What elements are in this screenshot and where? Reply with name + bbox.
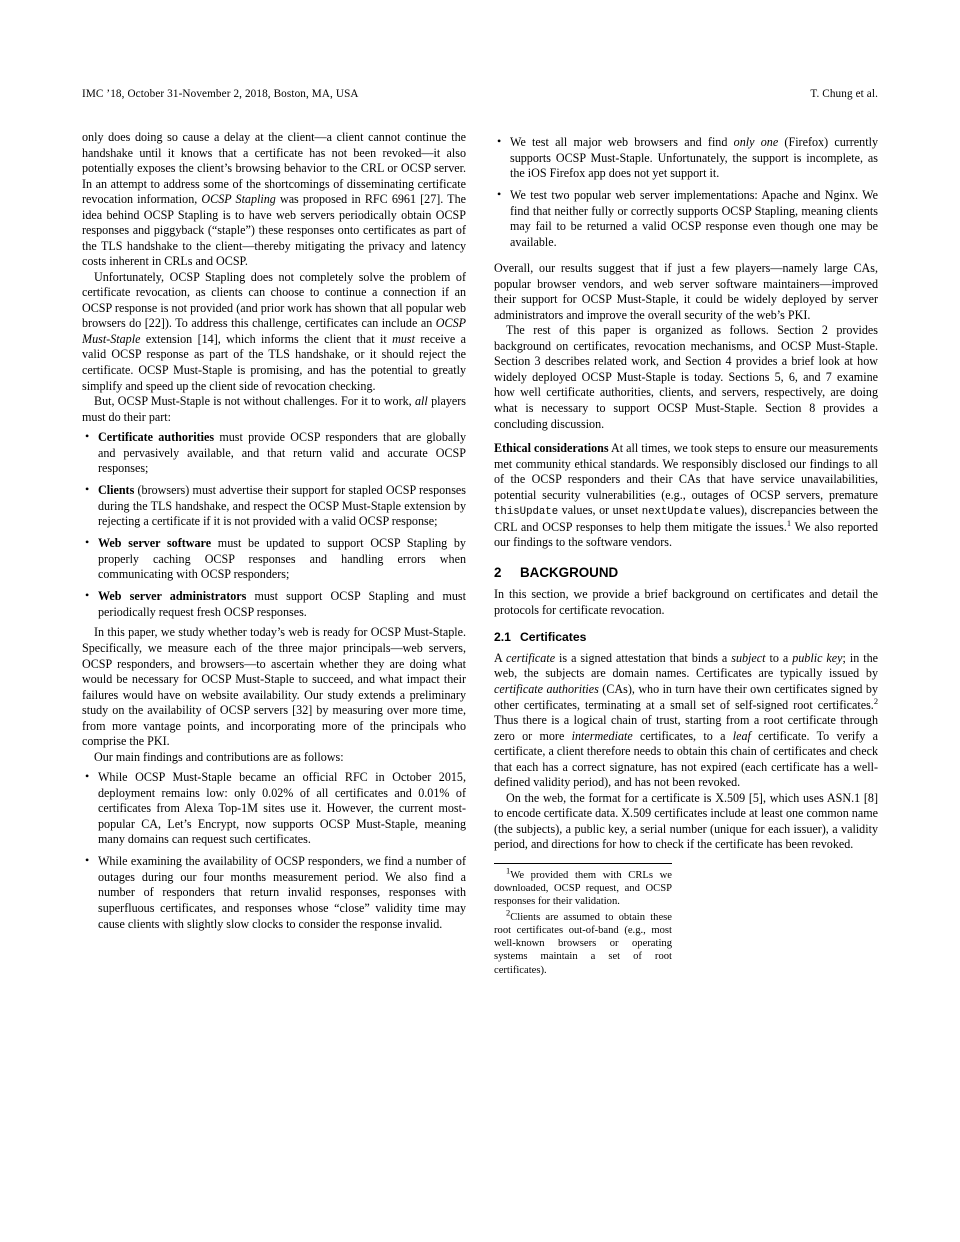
- bullet-lead: Certificate authorities: [98, 430, 215, 445]
- footnote-2: [494, 908, 672, 977]
- list-item: [82, 589, 466, 620]
- subsection-number: 2.1: [494, 630, 511, 645]
- term-public-key: public key: [792, 650, 843, 665]
- list-item: [82, 536, 466, 583]
- subsection-heading-certificates: [494, 630, 878, 646]
- section-title: BACKGROUND: [520, 565, 619, 580]
- list-item: [82, 483, 466, 530]
- bullet-text: must be updated to support OCSP Stapling by properly caching OCSP responses and handling errors when communicating with OCSP responders;: [98, 536, 466, 582]
- footnote-1: [494, 866, 672, 909]
- text-h: certificate. To verify a certificate, a client therefore needs to obtain this chain of certificates and check that each has a correct signature, has not expired (each certificate has a well-defined validity period), and has not been revoked.: [494, 728, 878, 790]
- bullet-text-italic: only one: [733, 135, 779, 149]
- right-column: [494, 130, 878, 1182]
- paragraph-overall: Overall, our results suggest that if just a few players—namely large CAs, popular browser vendors, and web server software maintainers—improved their support for OCSP Must-Staple, it could be widely deployed by server administrators and improve the overall security of the web’s PKI.: [494, 261, 878, 322]
- paragraph-ethical: [494, 441, 878, 551]
- bullet-text-pre: We test two popular web server implementations: Apache and Nginx. We find that neither fully or correctly supports OCSP Stapling, meaning clients may fail to be returned a valid OCSP response even though one may be available.: [510, 188, 878, 249]
- paragraph-but: But, OCSP Must-Staple is not without challenges. For it to work, all players must do their part:: [82, 394, 466, 424]
- bullet-list-players: [82, 430, 466, 620]
- ethical-mono-1: thisUpdate: [494, 506, 559, 519]
- term-leaf: leaf: [732, 728, 751, 743]
- two-column-body: [82, 130, 878, 1182]
- ethical-lead: Ethical considerations: [494, 441, 609, 456]
- list-item: [494, 188, 878, 250]
- list-item: • While examining the availability of OCSP responders, we find a number of outages during our four months measurement period. We also find a number of responders that return invalid responses, responses with superfluous certificates, and responses whose “close” validity time may cause clients with slightly slow clocks to consider the response invalid.: [82, 854, 466, 932]
- emphasis-must: must: [392, 331, 415, 346]
- term-certificate-authorities: certificate authorities: [494, 682, 599, 697]
- left-column: [82, 130, 466, 1182]
- page-header: [82, 88, 878, 100]
- paragraph-background-intro: In this section, we provide a brief background on certificates and detail the protocols for certificate revocation.: [494, 587, 878, 617]
- list-item: [82, 430, 466, 477]
- paragraph-organization: The rest of this paper is organized as follows. Section 2 provides background on certificates, revocation mechanisms, and OCSP Must-Staple. Section 3 describes related work, and Section 4 provides a brief look at how widely deployed OCSP Must-Staple is today. Sections 5, 6, and 7 examine how well certificate authorities, clients, and servers, respectively, are doing what is necessary to support OCSP Must-Staple. Section 8 provides a concluding discussion.: [494, 323, 878, 431]
- term-certificate: certificate: [506, 650, 556, 665]
- bullet-text: must provide OCSP responders that are globally and pervasively available, and that return valid and accurate OCSP responses;: [98, 430, 467, 476]
- footnotes-block: [494, 863, 672, 977]
- ethical-text-2: values, or unset: [558, 503, 642, 518]
- footnote-2-text: Clients are assumed to obtain these root certificates out-of-band (e.g., most well-known browsers or operating systems maintain a set of root certificates).: [494, 911, 672, 976]
- paragraph-certificate-definition: [494, 651, 878, 791]
- emphasis-all: all: [415, 394, 428, 409]
- paragraph-unfortunately: Unfortunately, OCSP Stapling does not completely solve the problem of certificate revocation, as clients can choose to continue a connection if an OCSP response is not provided (and prior work has shown that all popular web browsers do [22]). To address this challenge, certificates can include an OCSP Must-Staple extension [14], which informs the client that it must receive a valid OCSP response as part of the TLS handshake, or it should reject the certificate. OCSP Must-Staple is promising, and has the potential to greatly simplify and speed up the client side of revocation checking.: [82, 269, 466, 393]
- paragraph-in-this-paper: In this paper, we study whether today’s web is ready for OCSP Must-Staple. Specifically, we measure each of the three major principals—web servers, OCSP responders, and browsers—to ascertain whether they are doing what would be necessary for OCSP Must-Staple to succeed, and what impact their failures would have on website availability. Our study extends a preliminary study on the availability of OCSP servers [32] by measuring over more time, from more vantage points, and incorporating more of the principals who comprise the PKI.: [82, 625, 466, 749]
- bullet-text: must support OCSP Stapling and must periodically request fresh OCSP responses.: [98, 589, 466, 619]
- text-d: ; in the web, the subjects are domain names. Certificates are typically issued by: [494, 650, 878, 681]
- term-ocsp-stapling: OCSP Stapling: [201, 192, 276, 207]
- bullet-list-findings: [82, 770, 466, 932]
- header-authors: T. Chung et al.: [810, 88, 878, 100]
- footnote-marker-1: 1: [786, 518, 792, 528]
- subsection-title: Certificates: [520, 630, 587, 645]
- section-heading-background: [494, 564, 878, 581]
- footnote-number-1: 1: [506, 866, 511, 876]
- ethical-text-3: values), discrepancies between the CRL and OCSP responses to help them mitigate the issues.: [494, 503, 878, 534]
- text-f: Thus there is a logical chain of trust, starting from a root certificate through zero or more: [494, 713, 878, 743]
- text-c: to a: [765, 650, 793, 665]
- footnote-1-text: We provided them with CRLs we downloaded, OCSP request, and OCSP responses for their validation.: [494, 869, 672, 908]
- bullet-lead: Web server software: [98, 536, 212, 551]
- section-number: 2: [494, 565, 502, 580]
- bullet-text-pre: We test all major web browsers and find: [510, 135, 734, 149]
- paragraph-continuation: only does doing so cause a delay at the client—a client cannot continue the handshake until it knows that a certificate has not been revoked—it also potentially exposes the client’s browsing behavior to the CRL or OCSP server. In an attempt to address some of the shortcomings of disseminating certificate revocation information, OCSP Stapling was proposed in RFC 6961 [27]. The idea behind OCSP Stapling is to have web servers periodically obtain OCSP responses and piggyback (“staple”) these responses onto certificates as part of the TLS handshake to the client—thereby mitigating the privacy and latency costs inherent in CRLs and OCSP.: [82, 130, 466, 269]
- text-g: certificates, to a: [632, 728, 733, 743]
- text-e: (CAs), who in turn have their own certificates signed by other certificates, terminating at a small set of self-signed root certificates.: [494, 682, 878, 712]
- ethical-mono-2: nextUpdate: [641, 506, 706, 519]
- text-b: is a signed attestation that binds a: [555, 650, 732, 665]
- bullet-lead: Web server administrators: [98, 589, 247, 604]
- list-item: • While OCSP Must-Staple became an official RFC in October 2015, deployment remains low: only 0.02% of all certificates and 0.01% of certificates from Alexa Top-1M sites use it. However, the current most-popular CA, Let’s Encrypt, now supports OCSP Must-Staple, meaning many domains can request such certificates.: [82, 770, 466, 848]
- footnote-marker-2: 2: [873, 696, 878, 706]
- term-ocsp-must-staple: OCSP Must-Staple: [82, 316, 466, 346]
- paragraph-x509: On the web, the format for a certificate is X.509 [5], which uses ASN.1 [8] to encode certificate data. X.509 certificates include at least one common name (the subjects), a public key, a serial number (unique for each issuer), a validity period, and directions for how to check if the certificate has been revoked.: [494, 790, 878, 852]
- footnote-number-2: 2: [506, 908, 511, 918]
- ethical-text-4: We also reported our findings to the software vendors.: [494, 519, 878, 550]
- bullet-list-findings-cont: [494, 135, 878, 250]
- bullet-text-post: (Firefox) currently supports OCSP Must-Staple. Unfortunately, the support is incomplete, as the iOS Firefox app does not yet support it.: [510, 135, 878, 181]
- term-subject: subject: [731, 650, 766, 665]
- list-item: [494, 135, 878, 182]
- bullet-text: (browsers) must advertise their support for stapled OCSP responses during the TLS handshake, and respect the OCSP Must-Staple extension by rejecting a certificate if it is not provided with a valid OCSP response;: [98, 483, 466, 529]
- ethical-text-1: At all times, we took steps to ensure our measurements met community ethical standards. We responsibly disclosed our findings to all of the OCSP responders and their CAs that have service unavailabilities, potential security vulnerabilities (e.g., outages of OCSP servers, premature: [494, 441, 878, 502]
- text-a: A: [494, 650, 507, 665]
- paragraph-findings-intro: Our main findings and contributions are as follows:: [94, 749, 344, 764]
- header-venue: IMC ’18, October 31-November 2, 2018, Boston, MA, USA: [82, 88, 359, 100]
- term-intermediate: intermediate: [571, 728, 633, 743]
- bullet-lead: Clients: [98, 483, 135, 498]
